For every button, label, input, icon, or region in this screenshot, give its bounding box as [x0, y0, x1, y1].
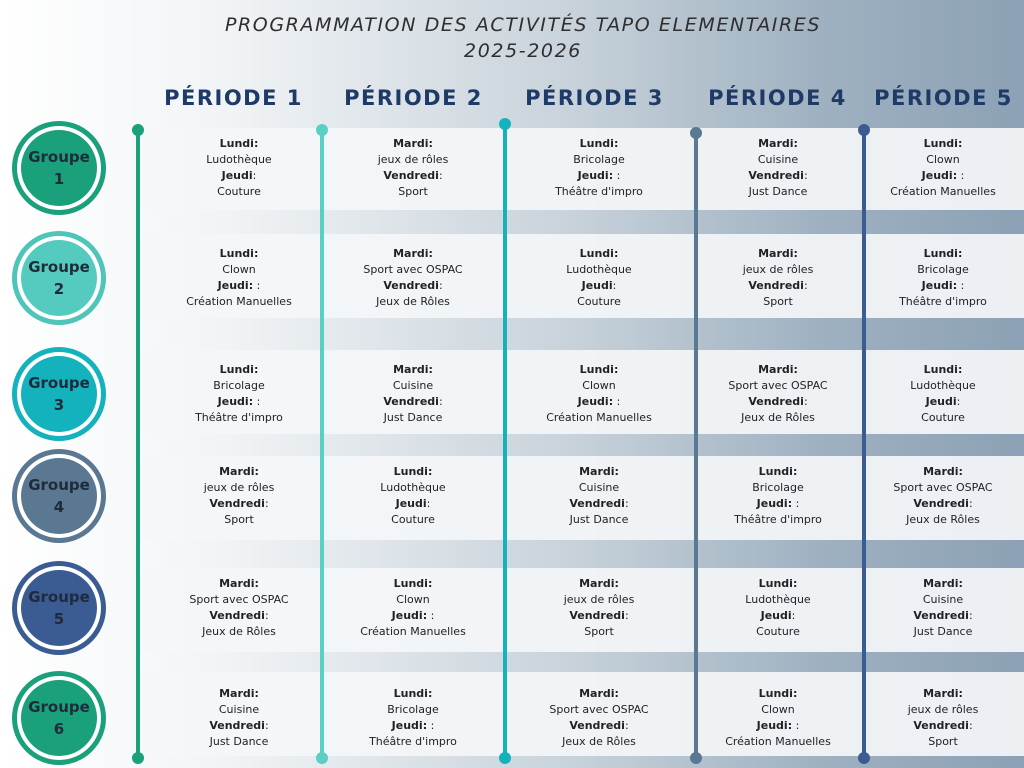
activity-name: Sport — [584, 625, 614, 638]
activity-name: Clown — [396, 593, 430, 606]
day-label: Mardi: — [923, 465, 963, 478]
group-number: 1 — [53, 170, 65, 188]
period-line-bottom-dot — [690, 752, 702, 764]
activity-name: jeux de rôles — [203, 481, 275, 494]
period-heading-5: PÉRIODE 5 — [874, 86, 1013, 110]
activity-name: Jeux de Rôles — [376, 295, 450, 308]
day-separator: : — [803, 395, 808, 408]
activity-name: Jeux de Rôles — [906, 513, 980, 526]
group-badge-inner — [21, 680, 97, 756]
day-label: Mardi: — [923, 687, 963, 700]
day-label: Jeudi — [760, 609, 792, 622]
day-label: Mardi: — [923, 577, 963, 590]
day-label: Vendredi — [383, 395, 439, 408]
day-label-line — [693, 278, 863, 294]
activity-name: jeux de rôles — [742, 263, 814, 276]
group-6-badge — [12, 671, 106, 765]
activity-name: Clown — [582, 379, 616, 392]
day-separator: : — [613, 169, 621, 182]
day-label: Jeudi: — [217, 395, 254, 408]
day-label-line — [858, 394, 1024, 410]
activity-cell — [858, 464, 1024, 528]
day-separator: : — [792, 497, 800, 510]
day-label: Jeudi: — [391, 719, 428, 732]
day-separator: : — [803, 169, 808, 182]
activity-name: Jeux de Rôles — [741, 411, 815, 424]
day-separator: : — [438, 395, 443, 408]
activity-name: Création Manuelles — [546, 411, 652, 424]
activity-name: Ludothèque — [910, 379, 976, 392]
day-label: Lundi: — [393, 577, 433, 590]
day-label-line — [693, 608, 863, 624]
group-number: 5 — [53, 610, 65, 628]
activity-name: Cuisine — [218, 703, 260, 716]
day-separator: : — [264, 609, 269, 622]
day-label: Jeudi: — [921, 279, 958, 292]
day-label-line — [693, 718, 863, 734]
day-label-line — [328, 168, 498, 184]
period-heading-1: PÉRIODE 1 — [164, 86, 303, 110]
period-line-2 — [320, 130, 324, 758]
activity-name: Théâtre d'impro — [734, 513, 822, 526]
activity-name: Bricolage — [752, 481, 804, 494]
period-line-top-dot — [499, 118, 511, 130]
activity-name: Création Manuelles — [360, 625, 466, 638]
group-5-badge — [12, 561, 106, 655]
activity-name: Jeux de Rôles — [202, 625, 276, 638]
day-label: Vendredi — [383, 169, 439, 182]
activity-name: Sport avec OSPAC — [363, 263, 463, 276]
day-label: Jeudi: — [921, 169, 958, 182]
activity-name: Just Dance — [569, 513, 629, 526]
activity-name: Ludothèque — [206, 153, 272, 166]
activity-name: Cuisine — [922, 593, 964, 606]
activity-cell — [693, 464, 863, 528]
activity-cell — [154, 362, 324, 426]
day-separator: : — [624, 719, 629, 732]
group-word: Groupe — [28, 258, 90, 276]
period-heading-4: PÉRIODE 4 — [708, 86, 847, 110]
day-label: Lundi: — [393, 687, 433, 700]
day-label: Mardi: — [219, 577, 259, 590]
day-label: Jeudi: — [577, 169, 614, 182]
period-line-bottom-dot — [858, 752, 870, 764]
group-word: Groupe — [28, 148, 90, 166]
activity-cell — [693, 136, 863, 200]
activity-cell — [514, 246, 684, 310]
activity-name: Cuisine — [757, 153, 799, 166]
day-label-line — [693, 394, 863, 410]
activity-cell — [858, 686, 1024, 750]
day-label-line — [154, 278, 324, 294]
day-label: Mardi: — [393, 137, 433, 150]
day-label-line — [154, 718, 324, 734]
day-label-line — [514, 168, 684, 184]
period-line-1 — [136, 130, 140, 758]
activity-name: Bricolage — [387, 703, 439, 716]
day-label: Lundi: — [923, 363, 963, 376]
day-label: Mardi: — [393, 247, 433, 260]
group-badge-inner — [21, 130, 97, 206]
period-line-5 — [862, 130, 866, 758]
day-label: Jeudi — [925, 395, 957, 408]
day-label-line — [514, 496, 684, 512]
activity-name: Just Dance — [913, 625, 973, 638]
day-label: Mardi: — [579, 577, 619, 590]
day-label: Jeudi: — [756, 497, 793, 510]
activity-cell — [693, 246, 863, 310]
title-line-2: 2025-2026 — [464, 40, 582, 62]
period-heading-3: PÉRIODE 3 — [525, 86, 664, 110]
activity-name: Sport — [928, 735, 958, 748]
day-separator: : — [264, 719, 269, 732]
activity-name: Clown — [761, 703, 795, 716]
day-label-line — [514, 718, 684, 734]
day-label: Lundi: — [579, 363, 619, 376]
period-line-3 — [503, 124, 507, 758]
activity-name: Cuisine — [392, 379, 434, 392]
period-line-4 — [694, 133, 698, 758]
day-label-line — [514, 608, 684, 624]
activity-cell — [693, 686, 863, 750]
day-label: Vendredi — [569, 497, 625, 510]
day-separator: : — [968, 719, 973, 732]
day-label: Jeudi: — [391, 609, 428, 622]
day-separator: : — [438, 279, 443, 292]
day-label-line — [154, 168, 324, 184]
activity-name: Théâtre d'impro — [195, 411, 283, 424]
activity-cell — [154, 686, 324, 750]
activity-name: Cuisine — [578, 481, 620, 494]
activity-name: Couture — [391, 513, 435, 526]
day-label-line — [154, 496, 324, 512]
activity-name: Just Dance — [748, 185, 808, 198]
activity-name: Couture — [217, 185, 261, 198]
day-label: Vendredi — [209, 719, 265, 732]
activity-name: jeux de rôles — [907, 703, 979, 716]
day-label: Vendredi — [913, 497, 969, 510]
activity-name: Couture — [577, 295, 621, 308]
day-label: Mardi: — [393, 363, 433, 376]
day-label: Jeudi — [221, 169, 253, 182]
day-label-line — [328, 278, 498, 294]
group-number: 6 — [53, 720, 65, 738]
activity-name: Couture — [921, 411, 965, 424]
group-badge-inner — [21, 356, 97, 432]
day-label: Lundi: — [393, 465, 433, 478]
activity-cell — [328, 464, 498, 528]
day-label: Jeudi — [395, 497, 427, 510]
activity-name: Sport — [224, 513, 254, 526]
day-label-line — [328, 496, 498, 512]
day-label-line — [858, 278, 1024, 294]
day-label: Vendredi — [383, 279, 439, 292]
period-line-bottom-dot — [316, 752, 328, 764]
day-label: Lundi: — [579, 247, 619, 260]
day-label-line — [514, 394, 684, 410]
activity-name: Bricolage — [213, 379, 265, 392]
day-label: Vendredi — [913, 609, 969, 622]
day-label: Lundi: — [923, 137, 963, 150]
activity-name: Théâtre d'impro — [369, 735, 457, 748]
day-label: Vendredi — [569, 719, 625, 732]
activity-name: Couture — [756, 625, 800, 638]
day-separator: : — [613, 395, 621, 408]
day-separator: : — [426, 497, 431, 510]
day-label: Jeudi: — [577, 395, 614, 408]
day-label-line — [693, 496, 863, 512]
day-label-line — [328, 608, 498, 624]
day-separator: : — [612, 279, 617, 292]
activity-cell — [154, 576, 324, 640]
activity-cell — [858, 362, 1024, 426]
day-label: Lundi: — [579, 137, 619, 150]
activity-name: Clown — [926, 153, 960, 166]
activity-name: jeux de rôles — [377, 153, 449, 166]
activity-name: Création Manuelles — [890, 185, 996, 198]
day-label: Lundi: — [758, 465, 798, 478]
activity-cell — [514, 686, 684, 750]
activity-cell — [154, 246, 324, 310]
activity-cell — [858, 576, 1024, 640]
day-label: Vendredi — [913, 719, 969, 732]
day-label-line — [154, 608, 324, 624]
day-label: Vendredi — [569, 609, 625, 622]
day-separator: : — [957, 279, 965, 292]
day-separator: : — [438, 169, 443, 182]
day-separator: : — [427, 609, 435, 622]
day-label: Lundi: — [219, 363, 259, 376]
day-separator: : — [803, 279, 808, 292]
day-label: Mardi: — [579, 687, 619, 700]
activity-name: Ludothèque — [745, 593, 811, 606]
day-separator: : — [792, 719, 800, 732]
activity-name: Just Dance — [383, 411, 443, 424]
day-separator: : — [252, 169, 257, 182]
day-separator: : — [253, 279, 261, 292]
activity-name: Théâtre d'impro — [555, 185, 643, 198]
activity-name: Sport — [398, 185, 428, 198]
activity-name: Sport avec OSPAC — [893, 481, 993, 494]
activity-cell — [693, 362, 863, 426]
group-badge-inner — [21, 458, 97, 534]
day-separator: : — [264, 497, 269, 510]
activity-cell — [154, 464, 324, 528]
day-label: Vendredi — [748, 395, 804, 408]
group-word: Groupe — [28, 476, 90, 494]
activity-name: Ludothèque — [380, 481, 446, 494]
activity-name: Ludothèque — [566, 263, 632, 276]
day-label: Mardi: — [219, 465, 259, 478]
day-label-line — [328, 718, 498, 734]
activity-name: Bricolage — [573, 153, 625, 166]
day-label: Vendredi — [209, 497, 265, 510]
activity-cell — [514, 576, 684, 640]
group-2-badge — [12, 231, 106, 325]
day-label: Lundi: — [758, 577, 798, 590]
activity-name: Sport avec OSPAC — [189, 593, 289, 606]
day-label: Mardi: — [758, 247, 798, 260]
activity-cell — [693, 576, 863, 640]
group-1-badge — [12, 121, 106, 215]
activity-cell — [514, 362, 684, 426]
day-label-line — [858, 718, 1024, 734]
day-separator: : — [253, 395, 261, 408]
activity-cell — [328, 136, 498, 200]
activity-cell — [514, 136, 684, 200]
activity-name: Bricolage — [917, 263, 969, 276]
activity-name: Théâtre d'impro — [899, 295, 987, 308]
day-label: Lundi: — [923, 247, 963, 260]
activity-name: Jeux de Rôles — [562, 735, 636, 748]
day-label-line — [858, 496, 1024, 512]
activity-cell — [328, 246, 498, 310]
day-label: Vendredi — [748, 169, 804, 182]
day-label-line — [514, 278, 684, 294]
group-word: Groupe — [28, 374, 90, 392]
group-3-badge — [12, 347, 106, 441]
day-label: Mardi: — [219, 687, 259, 700]
day-label: Jeudi: — [217, 279, 254, 292]
period-line-top-dot — [132, 124, 144, 136]
group-badge-inner — [21, 570, 97, 646]
period-line-bottom-dot — [132, 752, 144, 764]
group-number: 4 — [53, 498, 65, 516]
activity-name: jeux de rôles — [563, 593, 635, 606]
title-line-1: PROGRAMMATION DES ACTIVITÉS TAPO ELEMENTAIRES — [224, 14, 822, 36]
day-label: Mardi: — [579, 465, 619, 478]
day-separator: : — [968, 609, 973, 622]
day-label-line — [693, 168, 863, 184]
day-label: Vendredi — [209, 609, 265, 622]
day-label: Lundi: — [219, 137, 259, 150]
group-word: Groupe — [28, 588, 90, 606]
day-separator: : — [956, 395, 961, 408]
activity-cell — [328, 686, 498, 750]
activity-cell — [328, 576, 498, 640]
activity-name: Sport avec OSPAC — [728, 379, 828, 392]
page-title — [0, 12, 1024, 64]
group-badge-inner — [21, 240, 97, 316]
day-label-line — [858, 168, 1024, 184]
day-separator: : — [624, 609, 629, 622]
period-heading-2: PÉRIODE 2 — [344, 86, 483, 110]
day-label: Mardi: — [758, 363, 798, 376]
period-line-bottom-dot — [499, 752, 511, 764]
activity-cell — [858, 136, 1024, 200]
group-number: 2 — [53, 280, 65, 298]
activity-name: Création Manuelles — [725, 735, 831, 748]
day-label: Lundi: — [219, 247, 259, 260]
activity-name: Just Dance — [209, 735, 269, 748]
activity-name: Sport avec OSPAC — [549, 703, 649, 716]
activity-name: Création Manuelles — [186, 295, 292, 308]
day-label: Vendredi — [748, 279, 804, 292]
activity-cell — [858, 246, 1024, 310]
day-separator: : — [427, 719, 435, 732]
day-label-line — [328, 394, 498, 410]
group-number: 3 — [53, 396, 65, 414]
activity-cell — [328, 362, 498, 426]
day-separator: : — [957, 169, 965, 182]
day-label: Mardi: — [758, 137, 798, 150]
day-label-line — [858, 608, 1024, 624]
day-separator: : — [791, 609, 796, 622]
day-separator: : — [624, 497, 629, 510]
activity-cell — [154, 136, 324, 200]
day-label: Lundi: — [758, 687, 798, 700]
period-line-top-dot — [858, 124, 870, 136]
activity-name: Sport — [763, 295, 793, 308]
day-label: Jeudi — [581, 279, 613, 292]
day-separator: : — [968, 497, 973, 510]
group-4-badge — [12, 449, 106, 543]
activity-cell — [514, 464, 684, 528]
group-word: Groupe — [28, 698, 90, 716]
period-line-top-dot — [316, 124, 328, 136]
day-label-line — [154, 394, 324, 410]
activity-name: Clown — [222, 263, 256, 276]
day-label: Jeudi: — [756, 719, 793, 732]
